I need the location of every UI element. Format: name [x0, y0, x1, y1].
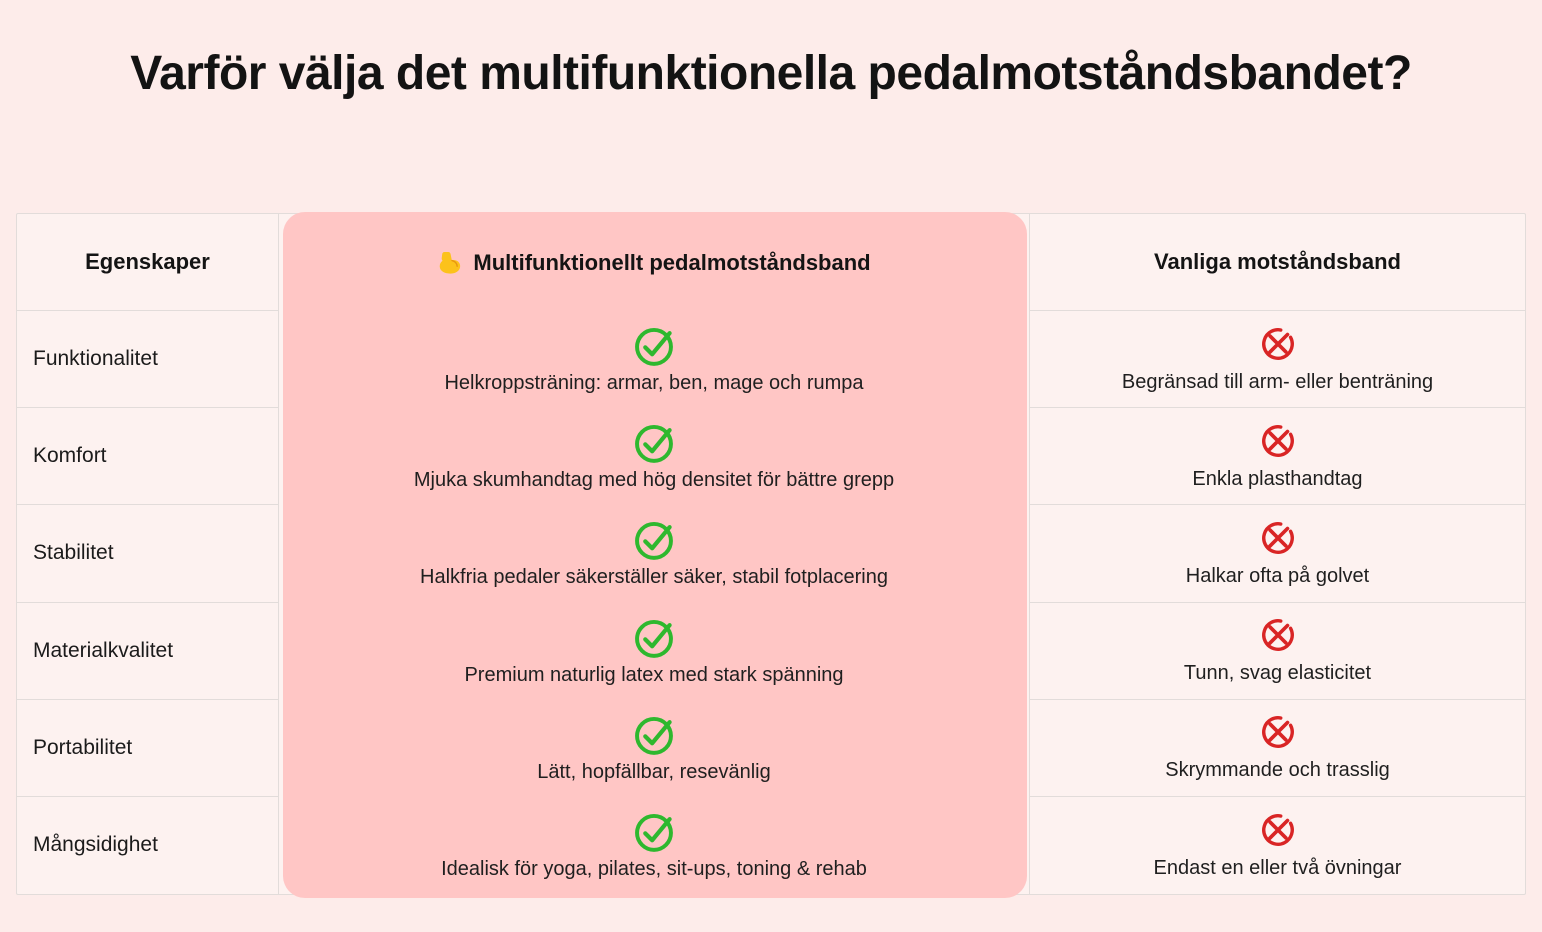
cross-circle-icon: [1259, 713, 1297, 751]
column-header-regular-label: Vanliga motståndsband: [1154, 249, 1401, 275]
feature-cell: [17, 505, 279, 602]
feature-label: Mångsidighet: [33, 833, 158, 857]
check-circle-icon: [632, 713, 676, 757]
product-benefit-text: Halkfria pedaler säkerställer säker, stabil fotplacering: [420, 566, 888, 589]
comparison-table: [16, 213, 1526, 895]
check-circle-icon: [632, 518, 676, 562]
product-benefit-text: Idealisk för yoga, pilates, sit-ups, toning & rehab: [441, 857, 867, 880]
regular-cell: [1029, 505, 1525, 602]
column-header-regular: [1029, 214, 1525, 311]
page-title: Varför välja det multifunktionella pedalmotståndsbandet?: [130, 47, 1412, 100]
product-cell: [279, 797, 1029, 894]
product-cell: [279, 311, 1029, 408]
cross-circle-icon: [1259, 811, 1297, 849]
regular-cell: [1029, 311, 1525, 408]
cross-circle-icon: [1259, 422, 1297, 460]
column-header-features: [17, 214, 279, 311]
regular-drawback-text: Skrymmande och trasslig: [1165, 759, 1390, 782]
regular-cell: [1029, 408, 1525, 505]
cross-circle-icon: [1259, 616, 1297, 654]
feature-cell: [17, 603, 279, 700]
regular-cell: [1029, 797, 1525, 894]
cross-circle-icon: [1259, 519, 1297, 557]
product-cell: [279, 505, 1029, 602]
regular-drawback-text: Enkla plasthandtag: [1192, 467, 1363, 490]
feature-label: Funktionalitet: [33, 347, 158, 371]
cross-circle-icon: [1259, 325, 1297, 363]
feature-cell: [17, 311, 279, 408]
regular-drawback-text: Halkar ofta på golvet: [1185, 564, 1370, 587]
product-benefit-text: Mjuka skumhandtag med hög densitet för bättre grepp: [413, 469, 895, 492]
check-circle-icon: [632, 421, 676, 465]
product-benefit-text: Lätt, hopfällbar, resevänlig: [537, 760, 771, 783]
product-cell: [279, 700, 1029, 797]
check-circle-icon: [632, 810, 676, 854]
feature-cell: [17, 700, 279, 797]
feature-cell: [17, 797, 279, 894]
product-cell: [279, 603, 1029, 700]
muscle-icon: [437, 250, 463, 276]
check-circle-icon: [632, 616, 676, 660]
column-header-product: [279, 214, 1029, 311]
column-header-product-label: Multifunktionellt pedalmotståndsband: [473, 249, 871, 275]
feature-label: Portabilitet: [33, 735, 133, 759]
product-cell: [279, 408, 1029, 505]
product-benefit-text: Helkroppsträning: armar, ben, mage och rumpa: [444, 372, 864, 395]
feature-label: Stabilitet: [33, 541, 114, 565]
feature-label: Materialkvalitet: [33, 638, 174, 662]
comparison-grid: [17, 214, 1525, 894]
feature-label: Komfort: [33, 444, 107, 468]
regular-cell: [1029, 700, 1525, 797]
regular-drawback-text: Endast en eller två övningar: [1153, 856, 1402, 879]
regular-cell: [1029, 603, 1525, 700]
column-header-features-label: Egenskaper: [85, 249, 210, 275]
regular-drawback-text: Begränsad till arm- eller benträning: [1121, 370, 1434, 393]
product-benefit-text: Premium naturlig latex med stark spänning: [464, 663, 844, 686]
regular-drawback-text: Tunn, svag elasticitet: [1183, 662, 1372, 685]
check-circle-icon: [632, 324, 676, 368]
feature-cell: [17, 408, 279, 505]
